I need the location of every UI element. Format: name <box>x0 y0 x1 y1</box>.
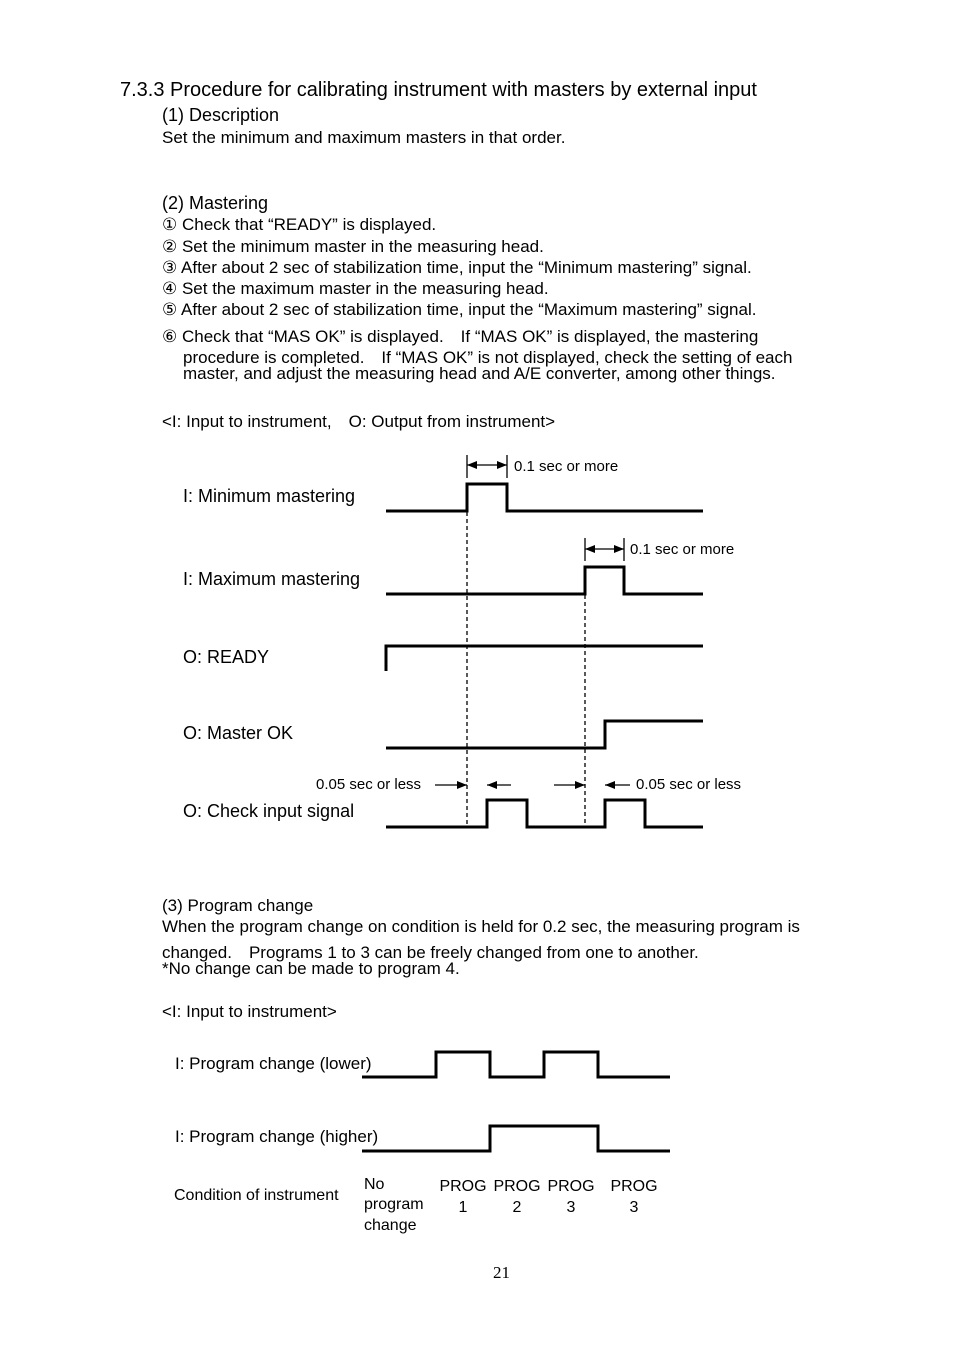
mastering-step-6-cont-2: master, and adjust the measuring head and A/E converter, among other things. <box>183 364 776 383</box>
state-prog2-number: 2 <box>512 1199 522 1216</box>
pulse-width-annotation-2: 0.1 sec or more <box>630 541 735 558</box>
pulse-width-marker-1 <box>467 455 507 478</box>
state-no-change-line-3: change <box>364 1217 417 1234</box>
signal-label-program-higher: I: Program change (higher) <box>175 1127 379 1146</box>
signal-label-ready: O: READY <box>183 647 270 667</box>
program-change-title: (3) Program change <box>162 896 314 915</box>
waveform-program-lower <box>362 1052 670 1077</box>
state-prog3b-label: PROG <box>610 1178 658 1195</box>
delay-annotation-2: 0.05 sec or less <box>636 776 742 793</box>
page-number: 21 <box>493 1263 510 1282</box>
state-no-change-line-2: program <box>364 1196 424 1213</box>
state-prog3-label: PROG <box>547 1178 595 1195</box>
state-prog1-label: PROG <box>439 1178 487 1195</box>
mastering-step-5: ⑤ After about 2 sec of stabilization time, input the “Maximum mastering” signal. <box>162 300 757 319</box>
mastering-step-2: ② Set the minimum master in the measuring head. <box>162 237 544 256</box>
waveform-max-mastering <box>386 567 703 594</box>
signal-label-program-lower: I: Program change (lower) <box>175 1054 372 1073</box>
io-legend: <I: Input to instrument, O: Output from instrument> <box>162 412 556 431</box>
description-title: (1) Description <box>162 105 280 125</box>
signal-label-max-mastering: I: Maximum mastering <box>183 569 361 589</box>
mastering-step-3: ③ After about 2 sec of stabilization time, input the “Minimum mastering” signal. <box>162 258 752 277</box>
delay-marker-2 <box>554 781 630 789</box>
mastering-title: (2) Mastering <box>162 193 269 213</box>
waveform-ready <box>386 646 703 671</box>
mastering-step-6: ⑥ Check that “MAS OK” is displayed. If “MAS OK” is displayed, the mastering <box>162 327 759 346</box>
waveform-master-ok <box>386 721 703 748</box>
signal-label-min-mastering: I: Minimum mastering <box>183 486 356 506</box>
signal-label-master-ok: O: Master OK <box>183 723 294 743</box>
state-prog1-number: 1 <box>458 1199 468 1216</box>
program-change-line-1: When the program change on condition is held for 0.2 sec, the measuring program is <box>162 917 800 936</box>
delay-annotation-1: 0.05 sec or less <box>316 776 422 793</box>
mastering-step-4: ④ Set the maximum master in the measuring head. <box>162 279 549 298</box>
description-text: Set the minimum and maximum masters in that order. <box>162 128 566 147</box>
waveform-min-mastering <box>386 484 703 511</box>
state-no-change-line-1: No <box>364 1176 385 1193</box>
input-legend: <I: Input to instrument> <box>162 1002 337 1021</box>
waveform-check-input <box>386 800 703 827</box>
waveform-program-higher <box>362 1126 670 1151</box>
pulse-width-annotation-1: 0.1 sec or more <box>514 458 619 475</box>
pulse-width-marker-2 <box>585 538 624 561</box>
program-change-line-2: changed. Programs 1 to 3 can be freely changed from one to another. <box>162 943 699 962</box>
condition-label: Condition of instrument <box>174 1187 339 1204</box>
state-prog3-number: 3 <box>566 1199 576 1216</box>
mastering-step-6-cont-1: procedure is completed. If “MAS OK” is not displayed, check the setting of each <box>183 348 793 367</box>
state-prog3b-number: 3 <box>629 1199 639 1216</box>
state-prog2-label: PROG <box>493 1178 541 1195</box>
section-heading: 7.3.3 Procedure for calibrating instrument with masters by external input <box>120 79 757 101</box>
program-change-line-3: *No change can be made to program 4. <box>162 959 460 978</box>
signal-label-check-input: O: Check input signal <box>183 801 355 821</box>
mastering-step-1: ① Check that “READY” is displayed. <box>162 215 437 234</box>
delay-marker-1 <box>435 781 511 789</box>
